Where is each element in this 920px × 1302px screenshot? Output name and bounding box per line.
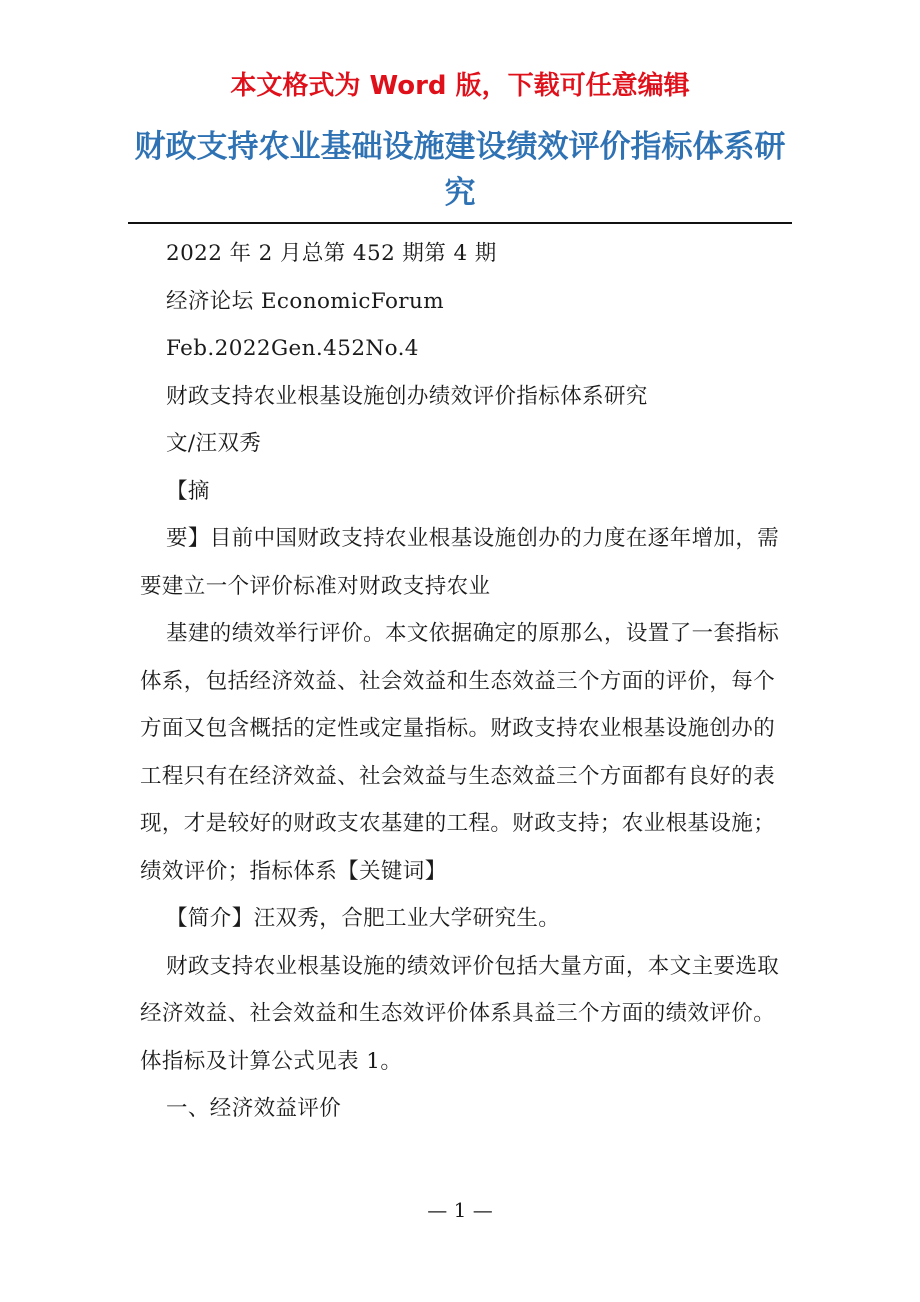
page-number: — 1 —	[427, 1198, 493, 1222]
journal-name: 经济论坛 EconomicForum	[166, 288, 445, 314]
issue-line-en: Feb.2022Gen.452No.4	[166, 336, 419, 361]
abstract-marker: 【摘	[166, 478, 210, 504]
title-divider	[128, 222, 792, 224]
document-body	[140, 230, 788, 1133]
section-heading: 一、经济效益评价	[166, 1096, 342, 1121]
document-title: 财政支持农业基础设施建设绩效评价指标体系研究	[134, 129, 786, 211]
issue-line: 2022 年 2 月总第 452 期第 4 期	[166, 241, 497, 266]
abstract-paragraph-1: 要】目前中国财政支持农业根基设施创办的力度在逐年增加，需要建立一个评价标准对财政支持农业	[140, 526, 780, 599]
article-title: 财政支持农业根基设施创办绩效评价指标体系研究	[166, 383, 648, 409]
intro-paragraph: 财政支持农业根基设施的绩效评价包括大量方面，本文主要选取经济效益、社会效益和生态效评价体系具益三个方面的绩效评价。体指标及计算公式见表 1。	[140, 953, 780, 1074]
abstract-paragraph-2: 基建的绩效举行评价。本文依据确定的原那么，设置了一套指标体系，包括经济效益、社会效益和生态效益三个方面的评价，每个方面又包含概括的定性或定量指标。财政支持农业根基设施创办的工程只有在经济效益、社会效益与生态效益三个方面都有良好的表现，才是较好的财政支农基建的工程。财政支持；农业根基设施；绩效评价；指标体系【关键词】	[140, 621, 780, 884]
author-bio: 【简介】汪双秀，合肥工业大学研究生。	[166, 906, 561, 931]
author-line: 文/汪双秀	[166, 431, 262, 456]
word-format-banner: 本文格式为 Word 版，下载可任意编辑	[230, 71, 690, 101]
